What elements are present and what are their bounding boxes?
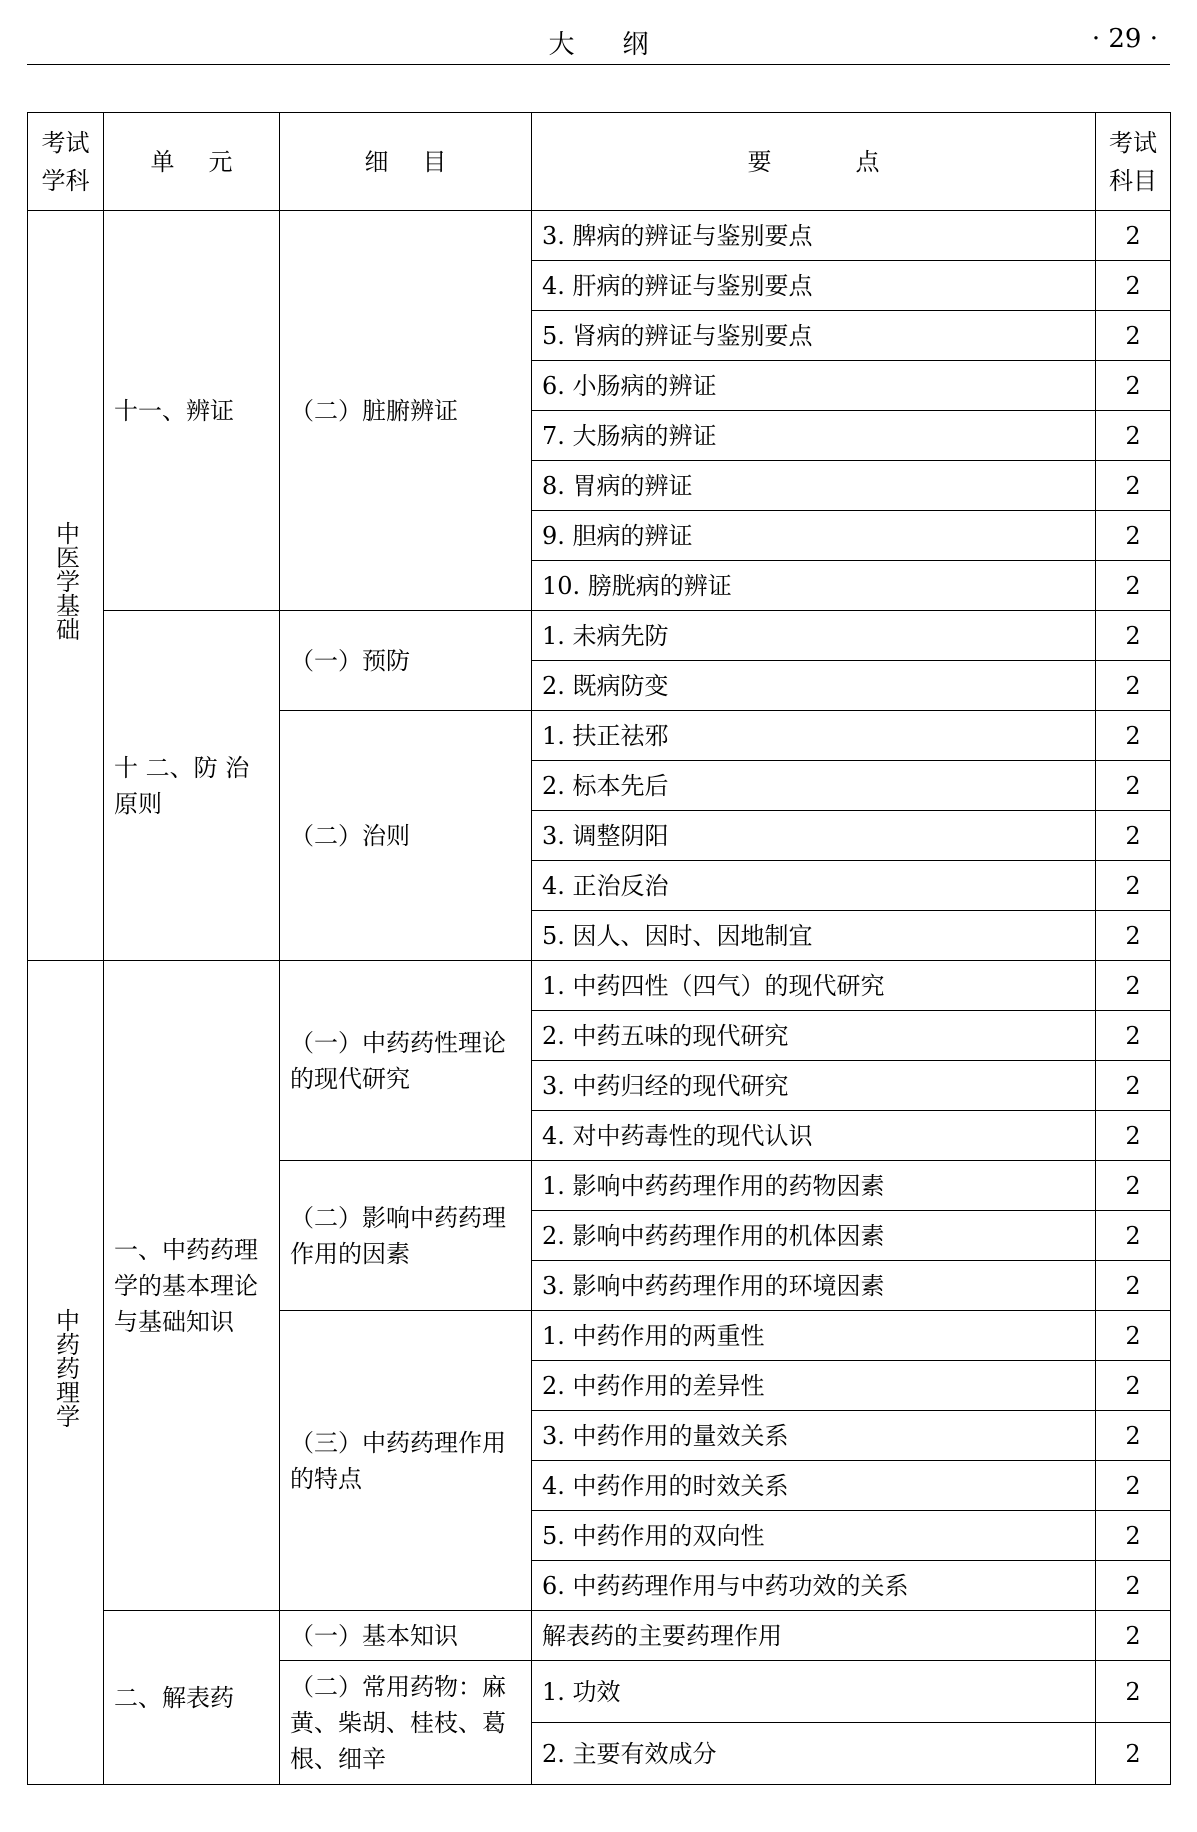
point-cell: 2. 中药作用的差异性	[532, 1361, 1096, 1411]
detail-cell: （二）常用药物：麻黄、柴胡、桂枝、葛根、细辛	[280, 1661, 532, 1785]
exam-cell: 2	[1096, 461, 1171, 511]
unit-cell: 二、解表药	[104, 1611, 280, 1785]
exam-cell: 2	[1096, 261, 1171, 311]
point-cell: 6. 中药药理作用与中药功效的关系	[532, 1561, 1096, 1611]
point-cell: 5. 因人、因时、因地制宜	[532, 911, 1096, 961]
exam-cell: 2	[1096, 861, 1171, 911]
exam-cell: 2	[1096, 1061, 1171, 1111]
exam-cell: 2	[1096, 1261, 1171, 1311]
point-cell: 2. 影响中药药理作用的机体因素	[532, 1211, 1096, 1261]
exam-cell: 2	[1096, 1361, 1171, 1411]
table-row	[28, 611, 1171, 661]
subject-cell	[28, 211, 104, 961]
exam-cell: 2	[1096, 361, 1171, 411]
table-header-row	[28, 113, 1171, 211]
exam-cell: 2	[1096, 561, 1171, 611]
exam-cell: 2	[1096, 1723, 1171, 1785]
point-cell: 1. 影响中药药理作用的药物因素	[532, 1161, 1096, 1211]
detail-cell: （二）治则	[280, 711, 532, 961]
point-cell: 8. 胃病的辨证	[532, 461, 1096, 511]
unit-cell: 一、中药药理学的基本理论与基础知识	[104, 961, 280, 1611]
exam-cell: 2	[1096, 961, 1171, 1011]
detail-cell: （一）中药药性理论的现代研究	[280, 961, 532, 1161]
point-cell: 1. 中药四性（四气）的现代研究	[532, 961, 1096, 1011]
header-detail	[280, 113, 532, 211]
table-row	[28, 1611, 1171, 1661]
exam-cell: 2	[1096, 811, 1171, 861]
point-cell: 4. 对中药毒性的现代认识	[532, 1111, 1096, 1161]
point-cell: 1. 功效	[532, 1661, 1096, 1723]
header-subject-line1: 考试	[41, 128, 90, 157]
unit-cell: 十一、辨证	[104, 211, 280, 611]
syllabus-table	[27, 112, 1171, 1785]
detail-cell: （一）基本知识	[280, 1611, 532, 1661]
point-cell: 10. 膀胱病的辨证	[532, 561, 1096, 611]
exam-cell: 2	[1096, 211, 1171, 261]
header-subject-line2: 学科	[41, 166, 90, 195]
header-detail-label: 细目	[364, 147, 481, 176]
point-cell: 2. 标本先后	[532, 761, 1096, 811]
point-cell: 5. 中药作用的双向性	[532, 1511, 1096, 1561]
point-cell: 4. 正治反治	[532, 861, 1096, 911]
point-cell: 1. 扶正祛邪	[532, 711, 1096, 761]
subject-label: 中药药理学	[51, 1307, 80, 1428]
exam-cell: 2	[1096, 711, 1171, 761]
point-cell: 3. 中药归经的现代研究	[532, 1061, 1096, 1111]
point-cell: 1. 未病先防	[532, 611, 1096, 661]
point-cell: 3. 脾病的辨证与鉴别要点	[532, 211, 1096, 261]
header-unit-label: 单元	[150, 147, 267, 176]
point-cell: 2. 主要有效成分	[532, 1723, 1096, 1785]
exam-cell: 2	[1096, 511, 1171, 561]
point-cell: 3. 调整阴阳	[532, 811, 1096, 861]
point-cell: 1. 中药作用的两重性	[532, 1311, 1096, 1361]
unit-cell: 十 二、防 治 原则	[104, 611, 280, 961]
point-cell: 3. 影响中药药理作用的环境因素	[532, 1261, 1096, 1311]
exam-cell: 2	[1096, 1611, 1171, 1661]
detail-cell: （一）预防	[280, 611, 532, 711]
exam-cell: 2	[1096, 1511, 1171, 1561]
header-exam-line2: 科目	[1109, 166, 1157, 195]
exam-cell: 2	[1096, 1461, 1171, 1511]
exam-cell: 2	[1096, 761, 1171, 811]
header-points-label: 要点	[747, 147, 964, 176]
page-number: · 29 ·	[1091, 24, 1158, 54]
point-cell: 2. 中药五味的现代研究	[532, 1011, 1096, 1061]
subject-label: 中医学基础	[51, 520, 80, 641]
point-cell: 9. 胆病的辨证	[532, 511, 1096, 561]
header-subject	[28, 113, 104, 211]
subject-cell	[28, 961, 104, 1785]
point-cell: 7. 大肠病的辨证	[532, 411, 1096, 461]
detail-cell: （二）脏腑辨证	[280, 211, 532, 611]
exam-cell: 2	[1096, 1411, 1171, 1461]
exam-cell: 2	[1096, 1311, 1171, 1361]
point-cell: 6. 小肠病的辨证	[532, 361, 1096, 411]
point-cell: 4. 肝病的辨证与鉴别要点	[532, 261, 1096, 311]
exam-cell: 2	[1096, 1011, 1171, 1061]
page-header	[27, 20, 1170, 65]
exam-cell: 2	[1096, 1661, 1171, 1723]
detail-cell: （二）影响中药药理作用的因素	[280, 1161, 532, 1311]
point-cell: 3. 中药作用的量效关系	[532, 1411, 1096, 1461]
header-exam	[1096, 113, 1171, 211]
header-points	[532, 113, 1096, 211]
exam-cell: 2	[1096, 411, 1171, 461]
header-title: 大纲	[548, 30, 697, 60]
exam-cell: 2	[1096, 611, 1171, 661]
point-cell: 2. 既病防变	[532, 661, 1096, 711]
exam-cell: 2	[1096, 1161, 1171, 1211]
exam-cell: 2	[1096, 1561, 1171, 1611]
exam-cell: 2	[1096, 911, 1171, 961]
table-row	[28, 211, 1171, 261]
exam-cell: 2	[1096, 661, 1171, 711]
point-cell: 解表药的主要药理作用	[532, 1611, 1096, 1661]
exam-cell: 2	[1096, 311, 1171, 361]
header-unit	[104, 113, 280, 211]
exam-cell: 2	[1096, 1211, 1171, 1261]
detail-cell: （三）中药药理作用的特点	[280, 1311, 532, 1611]
exam-cell: 2	[1096, 1111, 1171, 1161]
table-row	[28, 961, 1171, 1011]
point-cell: 5. 肾病的辨证与鉴别要点	[532, 311, 1096, 361]
header-exam-line1: 考试	[1109, 128, 1157, 157]
point-cell: 4. 中药作用的时效关系	[532, 1461, 1096, 1511]
